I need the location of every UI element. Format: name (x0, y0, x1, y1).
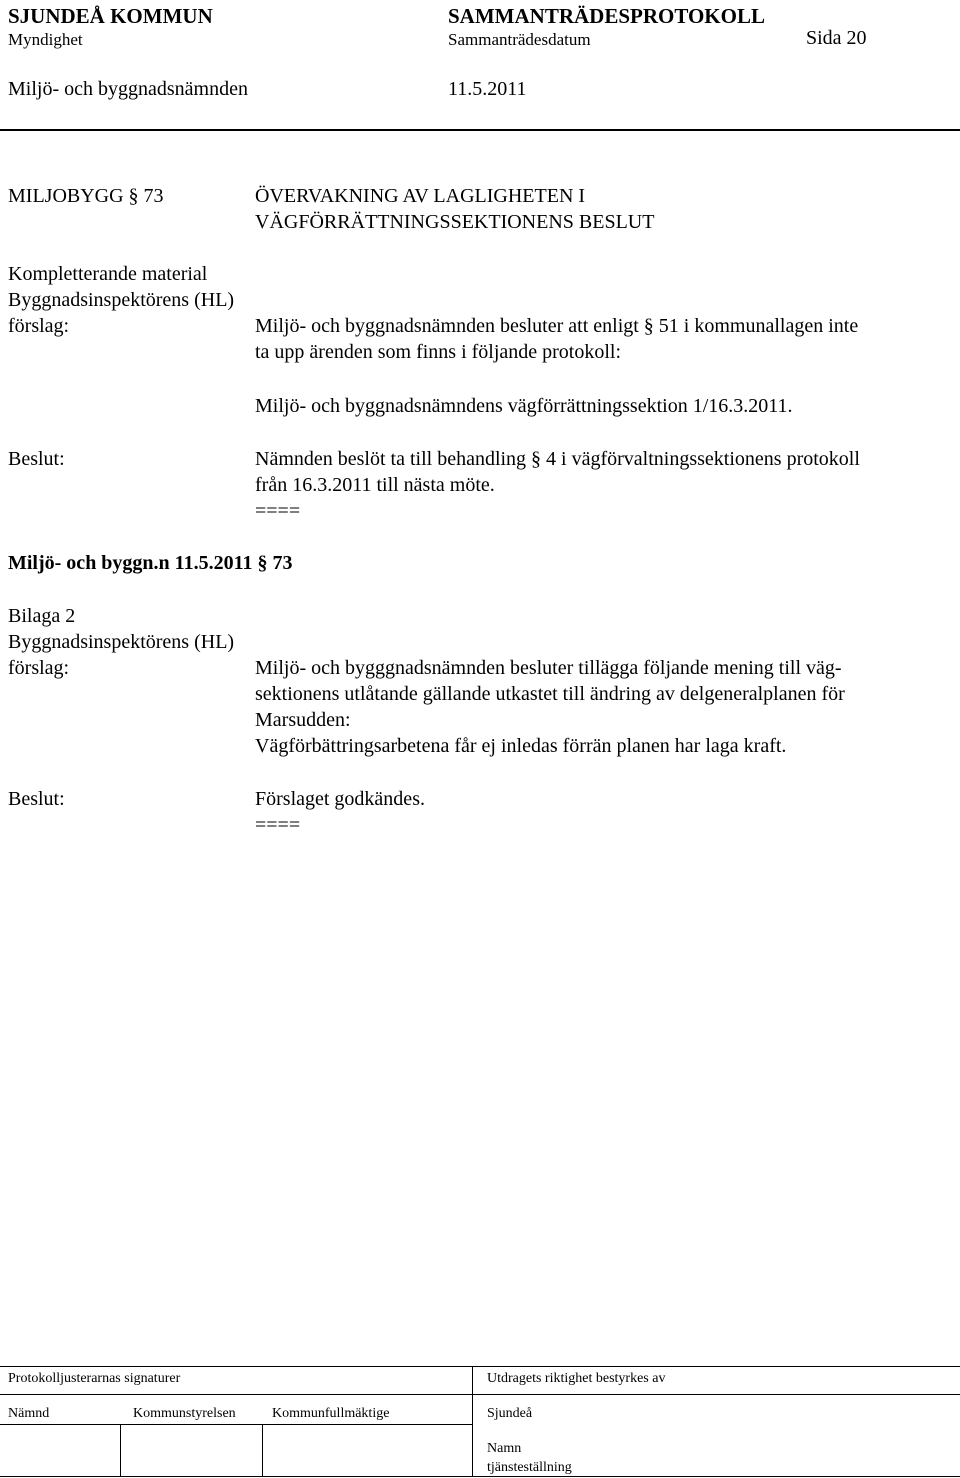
proposal-label: förslag: (8, 315, 70, 337)
footer-header-rule (0, 1394, 960, 1395)
proposal-line: Vägförbättringsarbetena får ej inledas förrän planen har laga kraft. (255, 735, 787, 757)
subheading: Kompletterande material (8, 263, 208, 285)
date-label: Sammanträdesdatum (448, 30, 591, 49)
proposer: Byggnadsinspektörens (HL) (8, 289, 235, 311)
footer-vertical-divider (120, 1424, 121, 1476)
header-divider (0, 129, 960, 131)
footer-bottom-rule (0, 1476, 960, 1477)
footer-municipality: Sjundeå (487, 1406, 533, 1421)
footer-col-executive: Kommunstyrelsen (133, 1406, 236, 1421)
end-mark: ==== (255, 814, 301, 836)
subheading: Bilaga 2 (8, 605, 76, 627)
document-type: SAMMANTRÄDESPROTOKOLL (448, 4, 765, 28)
proposer: Byggnadsinspektörens (HL) (8, 631, 235, 653)
name-label: Namn (487, 1441, 522, 1456)
position-label: tjänsteställning (487, 1460, 572, 1475)
signatures-label: Protokolljusterarnas signaturer (8, 1371, 181, 1386)
decision-text: Förslaget godkändes. (255, 788, 425, 810)
footer-vertical-divider (262, 1424, 263, 1476)
section-code: MILJOBYGG § 73 (8, 185, 164, 207)
footer-top-rule (0, 1366, 960, 1367)
end-mark: ==== (255, 500, 301, 522)
footer-col-board: Nämnd (8, 1406, 50, 1421)
footer-column-rule (0, 1424, 472, 1425)
proposal-label: förslag: (8, 657, 70, 679)
certified-label: Utdragets riktighet bestyrkes av (487, 1371, 666, 1386)
meeting-date: 11.5.2011 (448, 78, 527, 100)
authority-label: Myndighet (8, 30, 83, 49)
decision-label: Beslut: (8, 788, 65, 810)
protocol-reference: Miljö- och byggnadsnämndens vägförrättningssektion 1/16.3.2011. (255, 395, 793, 417)
proposal-line: sektionens utlåtande gällande utkastet till ändring av delgeneralplanen för (255, 683, 845, 705)
section-heading: Miljö- och byggn.n 11.5.2011 § 73 (8, 552, 293, 574)
proposal-line: Marsudden: (255, 709, 351, 731)
proposal-line: Miljö- och byggnadsnämnden besluter att enligt § 51 i kommunallagen inte (255, 315, 859, 337)
decision-label: Beslut: (8, 448, 65, 470)
footer-vertical-divider (472, 1366, 473, 1476)
org-name: SJUNDEÅ KOMMUN (8, 4, 213, 28)
page-number: Sida 20 (806, 27, 867, 49)
footer-col-council: Kommunfullmäktige (272, 1406, 390, 1421)
section-title-line1: ÖVERVAKNING AV LAGLIGHETEN I (255, 185, 586, 207)
authority-name: Miljö- och byggnadsnämnden (8, 78, 248, 100)
proposal-line: Miljö- och bygggnadsnämnden besluter tillägga följande mening till väg- (255, 657, 842, 679)
section-title-line2: VÄGFÖRRÄTTNINGSSEKTIONENS BESLUT (255, 211, 655, 233)
decision-line: från 16.3.2011 till nästa möte. (255, 474, 495, 496)
decision-line: Nämnden beslöt ta till behandling § 4 i vägförvaltningssektionens protokoll (255, 448, 860, 470)
proposal-line: ta upp ärenden som finns i följande protokoll: (255, 341, 622, 363)
